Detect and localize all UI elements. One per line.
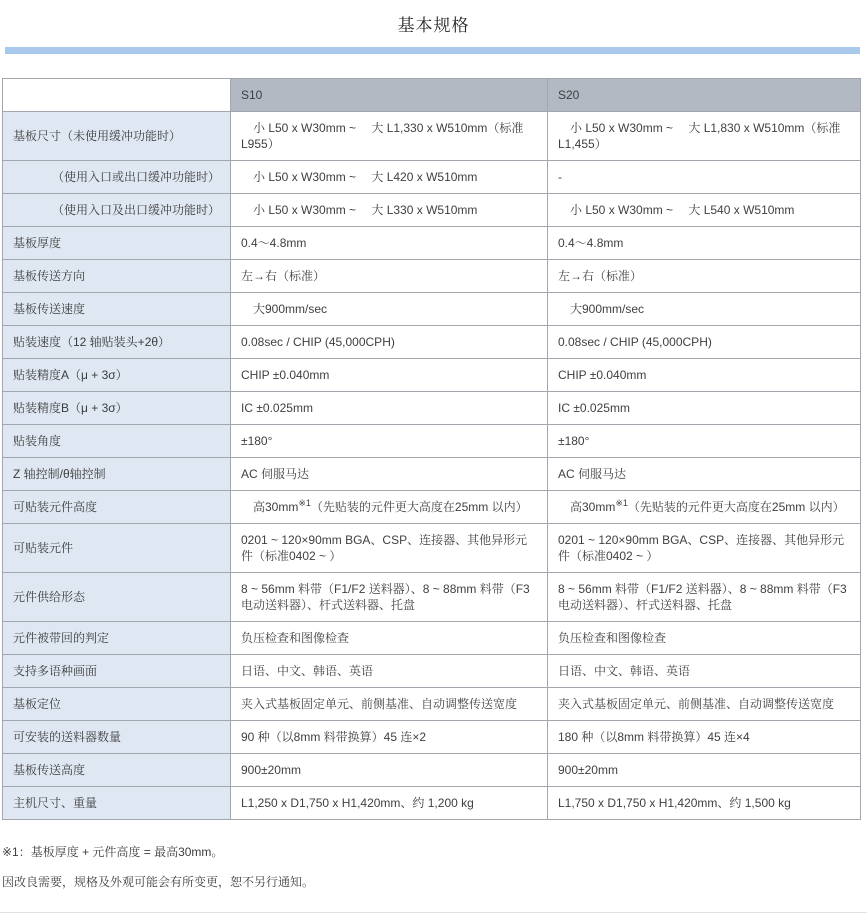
spec-value-s20: 8 ~ 56mm 料带（F1/F2 送料器）、8 ~ 88mm 料带（F3 电动送料器）、杆式送料器、托盘 xyxy=(548,573,861,622)
page-title: 基本规格 xyxy=(397,16,470,35)
spec-value-s10 xyxy=(231,491,548,524)
spec-value-s20: AC 伺服马达 xyxy=(548,458,861,491)
column-header-s10: S10 xyxy=(231,79,548,112)
spec-label: 贴装精度A（μ + 3σ） xyxy=(3,359,231,392)
spec-value-s10: 90 种（以8mm 料带换算）45 连×2 xyxy=(231,721,548,754)
table-header-row xyxy=(3,79,861,112)
table-row xyxy=(3,721,861,754)
spec-value-s20 xyxy=(548,491,861,524)
table-row xyxy=(3,260,861,293)
spec-value-s10: ±180° xyxy=(231,425,548,458)
spec-value-s20: IC ±0.025mm xyxy=(548,392,861,425)
table-row xyxy=(3,573,861,622)
spec-value-s10: IC ±0.025mm xyxy=(231,392,548,425)
footnote-ref: ※1 xyxy=(298,498,311,508)
table-row xyxy=(3,688,861,721)
footnote-2: 因改良需要，规格及外观可能会有所变更，恕不另行通知。 xyxy=(2,875,315,889)
spec-value-s20: 小 L50 x W30mm ~ 大 L540 x W510mm xyxy=(548,194,861,227)
spec-value-s10: 负压检查和图像检查 xyxy=(231,622,548,655)
table-row xyxy=(3,655,861,688)
spec-label: 贴装精度B（μ + 3σ） xyxy=(3,392,231,425)
spec-table-wrap xyxy=(2,78,862,820)
spec-table xyxy=(2,78,861,820)
value-text: （先贴装的元件更大高度在25mm 以内） xyxy=(310,500,528,514)
header-ghost-cell xyxy=(3,79,231,112)
spec-label: 可贴装元件 xyxy=(3,524,231,573)
table-row xyxy=(3,392,861,425)
spec-label: （使用入口或出口缓冲功能时） xyxy=(3,161,231,194)
table-row xyxy=(3,754,861,787)
spec-value-s20: 大900mm/sec xyxy=(548,293,861,326)
table-row xyxy=(3,326,861,359)
spec-value-s20: 夹入式基板固定单元、前侧基准、自动调整传送宽度 xyxy=(548,688,861,721)
footnote-1: ※1：基板厚度 + 元件高度 = 最高30mm。 xyxy=(2,845,224,859)
spec-value-s20: 180 种（以8mm 料带换算）45 连×4 xyxy=(548,721,861,754)
spec-value-s10: 大900mm/sec xyxy=(231,293,548,326)
spec-value-s20: - xyxy=(548,161,861,194)
spec-value-s10: CHIP ±0.040mm xyxy=(231,359,548,392)
spec-value-s20: 0.08sec / CHIP (45,000CPH) xyxy=(548,326,861,359)
spec-value-s20: 0201 ~ 120×90mm BGA、CSP、连接器、其他异形元件（标准0402 ~ ） xyxy=(548,524,861,573)
spec-label: 支持多语种画面 xyxy=(3,655,231,688)
spec-value-s10: AC 伺服马达 xyxy=(231,458,548,491)
table-row xyxy=(3,293,861,326)
value-text: （先贴装的元件更大高度在25mm 以内） xyxy=(627,500,845,514)
spec-label: 元件供给形态 xyxy=(3,573,231,622)
spec-value-s10: 小 L50 x W30mm ~ 大 L420 x W510mm xyxy=(231,161,548,194)
spec-label: 基板定位 xyxy=(3,688,231,721)
spec-value-s20: 左→右（标准） xyxy=(548,260,861,293)
table-row xyxy=(3,161,861,194)
spec-value-s10: 8 ~ 56mm 料带（F1/F2 送料器）、8 ~ 88mm 料带（F3 电动送料器）、杆式送料器、托盘 xyxy=(231,573,548,622)
accent-bar xyxy=(5,47,860,54)
table-row xyxy=(3,458,861,491)
table-row xyxy=(3,787,861,820)
table-row xyxy=(3,491,861,524)
table-row xyxy=(3,227,861,260)
spec-value-s20: 小 L50 x W30mm ~ 大 L1,830 x W510mm（标准L1,455） xyxy=(548,112,861,161)
table-row xyxy=(3,359,861,392)
spec-value-s20: 负压检查和图像检查 xyxy=(548,622,861,655)
footnotes xyxy=(2,844,867,890)
table-row xyxy=(3,194,861,227)
value-text: 高30mm xyxy=(558,500,616,514)
spec-value-s20: 0.4〜4.8mm xyxy=(548,227,861,260)
table-row xyxy=(3,112,861,161)
spec-label: 可安装的送料器数量 xyxy=(3,721,231,754)
spec-label: 贴装速度（12 轴贴装头+2θ） xyxy=(3,326,231,359)
spec-value-s20: CHIP ±0.040mm xyxy=(548,359,861,392)
table-row xyxy=(3,425,861,458)
spec-value-s20: 日语、中文、韩语、英语 xyxy=(548,655,861,688)
spec-value-s10: 小 L50 x W30mm ~ 大 L1,330 x W510mm（标准L955） xyxy=(231,112,548,161)
value-text: 高30mm xyxy=(241,500,299,514)
spec-value-s10: 夹入式基板固定单元、前侧基准、自动调整传送宽度 xyxy=(231,688,548,721)
spec-label: 可贴装元件高度 xyxy=(3,491,231,524)
column-header-s20: S20 xyxy=(548,79,861,112)
spec-value-s10: 左→右（标准） xyxy=(231,260,548,293)
spec-label: 基板尺寸（未使用缓冲功能时） xyxy=(3,112,231,161)
spec-value-s20: 900±20mm xyxy=(548,754,861,787)
spec-label: 基板传送方向 xyxy=(3,260,231,293)
footnote-ref: ※1 xyxy=(615,498,628,508)
spec-value-s10: 900±20mm xyxy=(231,754,548,787)
spec-label: 贴装角度 xyxy=(3,425,231,458)
spec-value-s20: ±180° xyxy=(548,425,861,458)
spec-label: 基板传送高度 xyxy=(3,754,231,787)
spec-label: 元件被带回的判定 xyxy=(3,622,231,655)
spec-label: 基板厚度 xyxy=(3,227,231,260)
spec-label: （使用入口及出口缓冲功能时） xyxy=(3,194,231,227)
spec-value-s10: L1,250 x D1,750 x H1,420mm、约 1,200 kg xyxy=(231,787,548,820)
table-row xyxy=(3,524,861,573)
table-row xyxy=(3,622,861,655)
spec-value-s20: L1,750 x D1,750 x H1,420mm、约 1,500 kg xyxy=(548,787,861,820)
spec-value-s10: 0.08sec / CHIP (45,000CPH) xyxy=(231,326,548,359)
spec-value-s10: 日语、中文、韩语、英语 xyxy=(231,655,548,688)
spec-label: 基板传送速度 xyxy=(3,293,231,326)
spec-value-s10: 小 L50 x W30mm ~ 大 L330 x W510mm xyxy=(231,194,548,227)
spec-value-s10: 0.4〜4.8mm xyxy=(231,227,548,260)
spec-value-s10: 0201 ~ 120×90mm BGA、CSP、连接器、其他异形元件（标准0402 ~ ） xyxy=(231,524,548,573)
spec-label: Z 轴控制/θ轴控制 xyxy=(3,458,231,491)
spec-label: 主机尺寸、重量 xyxy=(3,787,231,820)
